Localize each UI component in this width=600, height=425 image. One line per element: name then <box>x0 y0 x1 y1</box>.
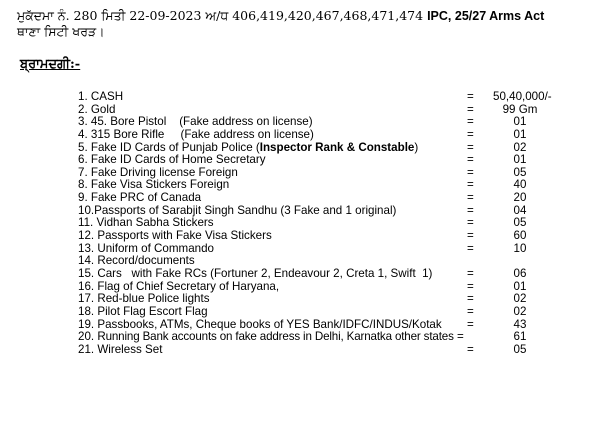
item-number: 21. <box>78 342 95 356</box>
item-equals: = <box>467 317 474 331</box>
police-station-line: ਥਾਣਾ ਸਿਟੀ ਖਰੜ। <box>17 24 105 39</box>
item-value: 40 <box>513 178 527 192</box>
item-equals: = <box>467 191 474 205</box>
item-equals: = <box>467 90 474 103</box>
item-name: Passports of Sarabjit Singh Sandhu (3 Fake and 1 original) <box>94 203 397 217</box>
item-name-bold: Inspector Rank & Constable <box>259 140 415 154</box>
item-number: 2. <box>78 102 88 116</box>
item-name: Running Bank accounts on fake address in Delhi, Karnatka other states <box>97 330 454 344</box>
item-equals: = <box>467 304 474 318</box>
item-number: 20. <box>78 330 95 344</box>
item-number: 4. <box>78 127 88 141</box>
item-value: 06 <box>513 266 527 280</box>
item-number: 17. <box>78 292 95 306</box>
item-number: 10. <box>78 203 95 217</box>
item-name: CASH <box>90 90 124 103</box>
item-name: Fake Driving license Foreign <box>90 165 238 179</box>
item-number: 3. <box>78 115 88 129</box>
item-name: Record/documents <box>97 254 195 268</box>
item-number: 5. <box>78 140 88 154</box>
item-value: 43 <box>513 317 527 331</box>
item-value: 61 <box>513 330 527 344</box>
item-number: 13. <box>78 241 95 255</box>
item-equals: = <box>467 153 474 167</box>
item-value: 02 <box>513 292 527 306</box>
item-number: 12. <box>78 229 95 243</box>
item-equals: = <box>467 140 474 154</box>
item-name: Pilot Flag Escort Flag <box>97 304 208 318</box>
item-value: 01 <box>513 279 527 293</box>
item-value: 05 <box>513 216 527 230</box>
item-value: 05 <box>513 165 527 179</box>
item-name-start: Fake ID Cards of Punjab Police ( <box>90 140 260 154</box>
item-number: 1. <box>78 90 88 103</box>
item-name: Passports with Fake Visa Stickers <box>97 229 272 243</box>
item-value: 02 <box>513 304 527 318</box>
item-value: 01 <box>513 127 527 141</box>
item-value: 10 <box>513 241 527 255</box>
item-name <box>91 141 418 154</box>
item-equals: = <box>467 165 474 179</box>
item-number: 11. <box>78 216 94 230</box>
item-equals: = <box>467 229 474 243</box>
item-equals: = <box>456 330 464 344</box>
recovery-list <box>78 91 588 356</box>
recovery-section-title: ਬ੍ਰਾਮਦਗੀ:- <box>20 57 81 72</box>
item-value: 01 <box>513 153 527 167</box>
item-number: 19. <box>78 317 95 331</box>
case-header-punjabi: ਮੁਕੱਦਮਾ ਨੰ. 280 ਮਿਤੀ 22-09-2023 ਅ/ਧ 406,419,420,467,468,471,474 <box>17 8 424 23</box>
item-name: 45. Bore Pistol (Fake address on license) <box>90 115 313 129</box>
item-name: Fake PRC of Canada <box>90 191 202 205</box>
item-value: 50,40,000/- <box>493 90 552 103</box>
case-header-line-1 <box>17 8 597 24</box>
item-value: 01 <box>513 115 527 129</box>
item-equals: = <box>467 292 474 306</box>
item-value: 99 Gm <box>502 102 538 116</box>
item-number: 18. <box>78 304 95 318</box>
item-value: 60 <box>513 229 527 243</box>
item-number: 6. <box>78 153 88 167</box>
item-name: 315 Bore Rifle (Fake address on license) <box>90 127 314 141</box>
item-name: Gold <box>90 102 116 116</box>
item-equals: = <box>467 102 474 116</box>
item-name: Red-blue Police lights <box>97 292 210 306</box>
item-number: 9. <box>78 191 88 205</box>
item-name: Uniform of Commando <box>97 241 214 255</box>
item-number: 14. <box>78 254 95 268</box>
item-value: 05 <box>513 342 527 356</box>
item-name: Wireless Set <box>97 342 163 356</box>
item-name: Vidhan Sabha Stickers <box>96 216 214 230</box>
case-header <box>17 8 597 40</box>
item-number: 15. <box>78 266 95 280</box>
item-name: Cars with Fake RCs (Fortuner 2, Endeavour 2, Creta 1, Swift 1) <box>97 266 433 280</box>
list-item-21 <box>78 344 588 357</box>
item-equals: = <box>467 266 474 280</box>
item-name: Fake ID Cards of Home Secretary <box>90 153 266 167</box>
item-equals: = <box>467 203 474 217</box>
item-value: 20 <box>513 191 527 205</box>
item-number: 16. <box>78 279 95 293</box>
item-equals: = <box>467 216 474 230</box>
item-name-end: ) <box>414 140 419 154</box>
item-equals: = <box>467 342 474 356</box>
item-equals: = <box>467 241 474 255</box>
item-value: 04 <box>513 203 527 217</box>
item-equals: = <box>467 115 474 129</box>
item-equals: = <box>467 178 474 192</box>
item-equals: = <box>467 127 474 141</box>
item-name: Fake Visa Stickers Foreign <box>90 178 230 192</box>
item-equals: = <box>467 279 474 293</box>
item-number: 7. <box>78 165 88 179</box>
list-item-1 <box>78 91 588 104</box>
case-header-acts: IPC, 25/27 Arms Act <box>427 9 545 23</box>
item-value: 02 <box>513 140 527 154</box>
item-number: 8. <box>78 178 88 192</box>
item-name: Flag of Chief Secretary of Haryana, <box>97 279 280 293</box>
item-name: Passbooks, ATMs, Cheque books of YES Bank/IDFC/INDUS/Kotak <box>97 317 442 331</box>
